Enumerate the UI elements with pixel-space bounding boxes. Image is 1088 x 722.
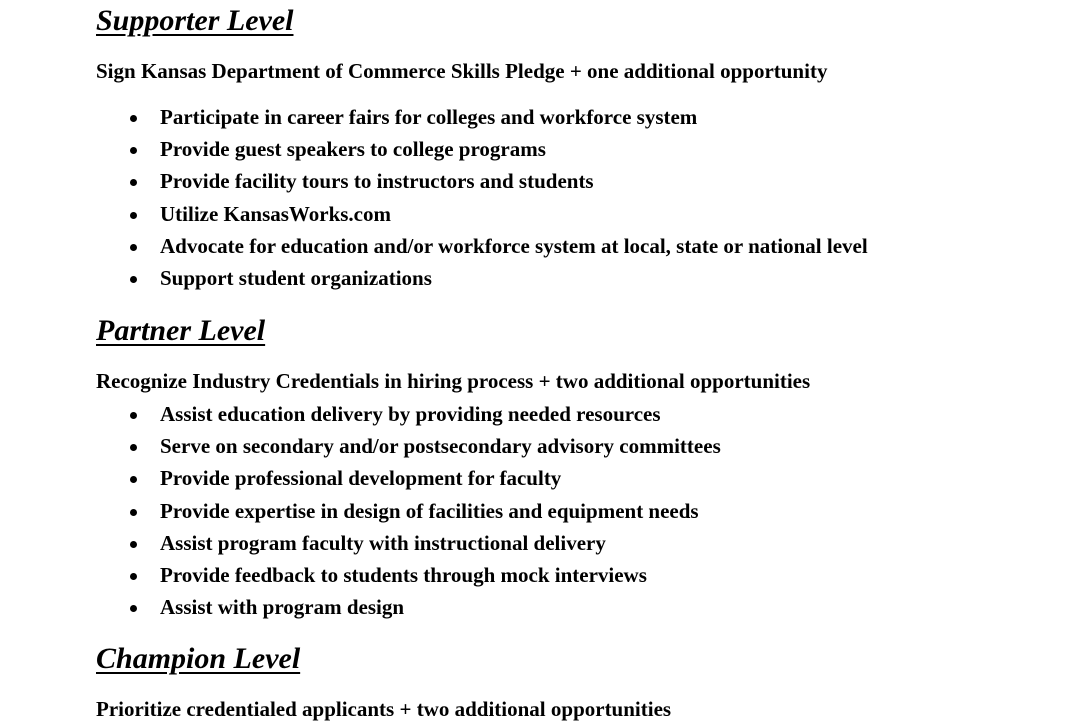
bullet-icon bbox=[130, 212, 137, 219]
bullet-icon bbox=[130, 147, 137, 154]
bullet-icon bbox=[130, 412, 137, 419]
bullet-icon bbox=[130, 541, 137, 548]
bullet-icon bbox=[130, 476, 137, 483]
bullet-icon bbox=[130, 444, 137, 451]
list-item-text: Provide facility tours to instructors and students bbox=[160, 169, 594, 194]
list-item-text: Assist education delivery by providing needed resources bbox=[160, 402, 661, 426]
list-item-text: Utilize KansasWorks.com bbox=[160, 201, 391, 226]
champion-level-heading: Champion Level bbox=[96, 642, 301, 675]
list-item-text: Provide feedback to students through mock interviews bbox=[160, 562, 647, 587]
list-item-text: Advocate for education and/or workforce system at local, state or national level bbox=[160, 233, 868, 258]
bullet-icon bbox=[130, 244, 137, 251]
supporter-level-intro: Sign Kansas Department of Commerce Skills Pledge + one additional opportunity bbox=[96, 59, 828, 83]
list-item-text: Assist with program design bbox=[160, 595, 405, 620]
partner-level-heading: Partner Level bbox=[96, 314, 266, 347]
partner-level-intro: Recognize Industry Credentials in hiring process + two additional opportunities bbox=[96, 369, 811, 393]
list-item-text: Assist program faculty with instructional delivery bbox=[160, 530, 606, 555]
bullet-icon bbox=[130, 605, 137, 612]
bullet-icon bbox=[130, 573, 137, 580]
champion-level-intro: Prioritize credentialed applicants + two additional opportunities bbox=[96, 697, 672, 721]
supporter-level-heading: Supporter Level bbox=[96, 4, 294, 37]
list-item-text: Provide guest speakers to college programs bbox=[160, 137, 546, 162]
bullet-icon bbox=[130, 179, 137, 186]
bullet-icon bbox=[130, 115, 137, 122]
list-item-text: Provide expertise in design of facilities and equipment needs bbox=[160, 498, 699, 523]
bullet-icon bbox=[130, 509, 137, 516]
list-item-text: Support student organizations bbox=[160, 265, 432, 290]
bullet-icon bbox=[130, 276, 137, 283]
list-item-text: Participate in career fairs for colleges and workforce system bbox=[160, 105, 698, 129]
list-item-text: Provide professional development for faculty bbox=[160, 466, 562, 491]
list-item-text: Serve on secondary and/or postsecondary advisory committees bbox=[160, 434, 721, 459]
